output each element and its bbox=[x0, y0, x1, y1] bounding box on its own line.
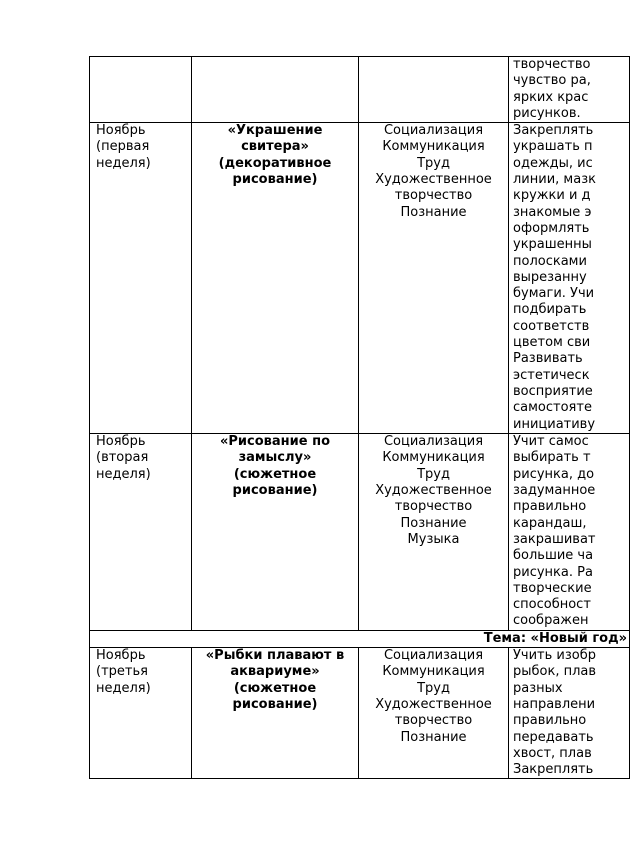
month-cell bbox=[90, 57, 192, 123]
table-row bbox=[90, 630, 630, 647]
lesson-title-cell: «Украшение свитера» (декоративное рисование) bbox=[192, 123, 359, 434]
objective-line: передавать bbox=[513, 729, 594, 745]
objective-line: ярких крас bbox=[513, 89, 589, 105]
objective-line: большие ча bbox=[513, 548, 594, 564]
objective-line: правильно bbox=[513, 499, 587, 515]
lesson-title-cell: «Рисование по замыслу» (сюжетное рисование) bbox=[192, 434, 359, 631]
objective-line: самостояте bbox=[513, 400, 592, 416]
education-area: Художественное творчество bbox=[375, 483, 492, 515]
objective-line: украшать п bbox=[513, 139, 593, 155]
objective-line: хвост, плав bbox=[513, 745, 592, 761]
objective-line: рисунков. bbox=[513, 105, 581, 121]
education-areas-cell bbox=[359, 434, 509, 631]
objective-line: творчество bbox=[513, 57, 591, 72]
lesson-plan-table bbox=[89, 56, 630, 779]
education-area: Социализация bbox=[383, 123, 484, 139]
education-area: Музыка bbox=[407, 531, 460, 547]
education-area: Труд bbox=[417, 155, 450, 171]
table-row bbox=[90, 57, 630, 123]
objective-line: украшенны bbox=[513, 237, 592, 253]
objective-line: кружки и д bbox=[513, 188, 591, 204]
table-row bbox=[90, 648, 630, 779]
objective-line: выбирать т bbox=[513, 450, 591, 466]
month-cell: Ноябрь (третья неделя) bbox=[90, 648, 192, 779]
education-area: Познание bbox=[400, 729, 467, 745]
theme-heading: Тема: «Новый год» bbox=[90, 630, 630, 647]
objective-line: бумаги. Учи bbox=[513, 286, 595, 302]
lesson-title-cell bbox=[192, 57, 359, 123]
objective-line: цветом сви bbox=[513, 335, 591, 351]
objective-line: эстетическ bbox=[513, 367, 590, 383]
objectives-cell bbox=[509, 434, 630, 631]
objective-line: задуманное bbox=[513, 483, 596, 499]
month-cell: Ноябрь (вторая неделя) bbox=[90, 434, 192, 631]
objective-line: подбирать bbox=[513, 302, 587, 318]
education-area: Социализация bbox=[383, 648, 484, 664]
table-row bbox=[90, 434, 630, 631]
education-area: Труд bbox=[417, 680, 450, 696]
objective-line: разных bbox=[513, 680, 563, 696]
objective-line: вырезанну bbox=[513, 269, 587, 285]
objective-line: рисунка, до bbox=[513, 466, 595, 482]
objective-line: Учит самос bbox=[513, 434, 589, 450]
objective-line: восприятие bbox=[513, 383, 593, 399]
education-areas-cell bbox=[359, 123, 509, 434]
objective-line: полосками bbox=[513, 253, 587, 269]
objective-line: соображен bbox=[513, 613, 589, 629]
education-areas-cell bbox=[359, 57, 509, 123]
education-area: Художественное творчество bbox=[375, 696, 492, 729]
education-area: Труд bbox=[417, 466, 450, 482]
table-row bbox=[90, 123, 630, 434]
objective-line: Закреплять bbox=[513, 123, 594, 139]
objective-line: направлени bbox=[513, 696, 596, 712]
objective-line: линии, мазк bbox=[513, 172, 596, 188]
education-area: Художественное творчество bbox=[375, 172, 492, 204]
objective-line: Развивать bbox=[513, 351, 583, 367]
objective-line: карандаш, bbox=[513, 515, 587, 531]
objective-line: соответств bbox=[513, 318, 590, 334]
objective-line: оформлять bbox=[513, 220, 590, 236]
objective-line: рисунка. Ра bbox=[513, 564, 593, 580]
objective-line: правильно bbox=[513, 713, 587, 729]
objectives-cell bbox=[509, 648, 630, 779]
education-area: Коммуникация bbox=[382, 664, 485, 680]
education-area: Познание bbox=[400, 204, 467, 220]
objective-line: Закреплять bbox=[513, 762, 594, 778]
lesson-title-cell: «Рыбки плавают в аквариуме» (сюжетное рисование) bbox=[192, 648, 359, 779]
objective-line: знакомые э bbox=[513, 204, 592, 220]
objectives-cell bbox=[509, 57, 630, 123]
objective-line: инициативу bbox=[513, 416, 596, 432]
education-areas-cell bbox=[359, 648, 509, 779]
education-area: Коммуникация bbox=[382, 139, 485, 155]
objective-line: чувство ра, bbox=[513, 73, 591, 89]
month-cell: Ноябрь (первая неделя) bbox=[90, 123, 192, 434]
education-area: Социализация bbox=[383, 434, 484, 450]
objective-line: Учить изобр bbox=[513, 648, 597, 664]
objective-line: творческие bbox=[513, 580, 592, 596]
objective-line: способност bbox=[513, 597, 591, 613]
objectives-cell bbox=[509, 123, 630, 434]
objective-line: одежды, ис bbox=[513, 155, 593, 171]
objective-line: рыбок, плав bbox=[513, 664, 597, 680]
education-area: Познание bbox=[400, 515, 467, 531]
objective-line: закрашиват bbox=[513, 531, 596, 547]
education-area: Коммуникация bbox=[382, 450, 485, 466]
